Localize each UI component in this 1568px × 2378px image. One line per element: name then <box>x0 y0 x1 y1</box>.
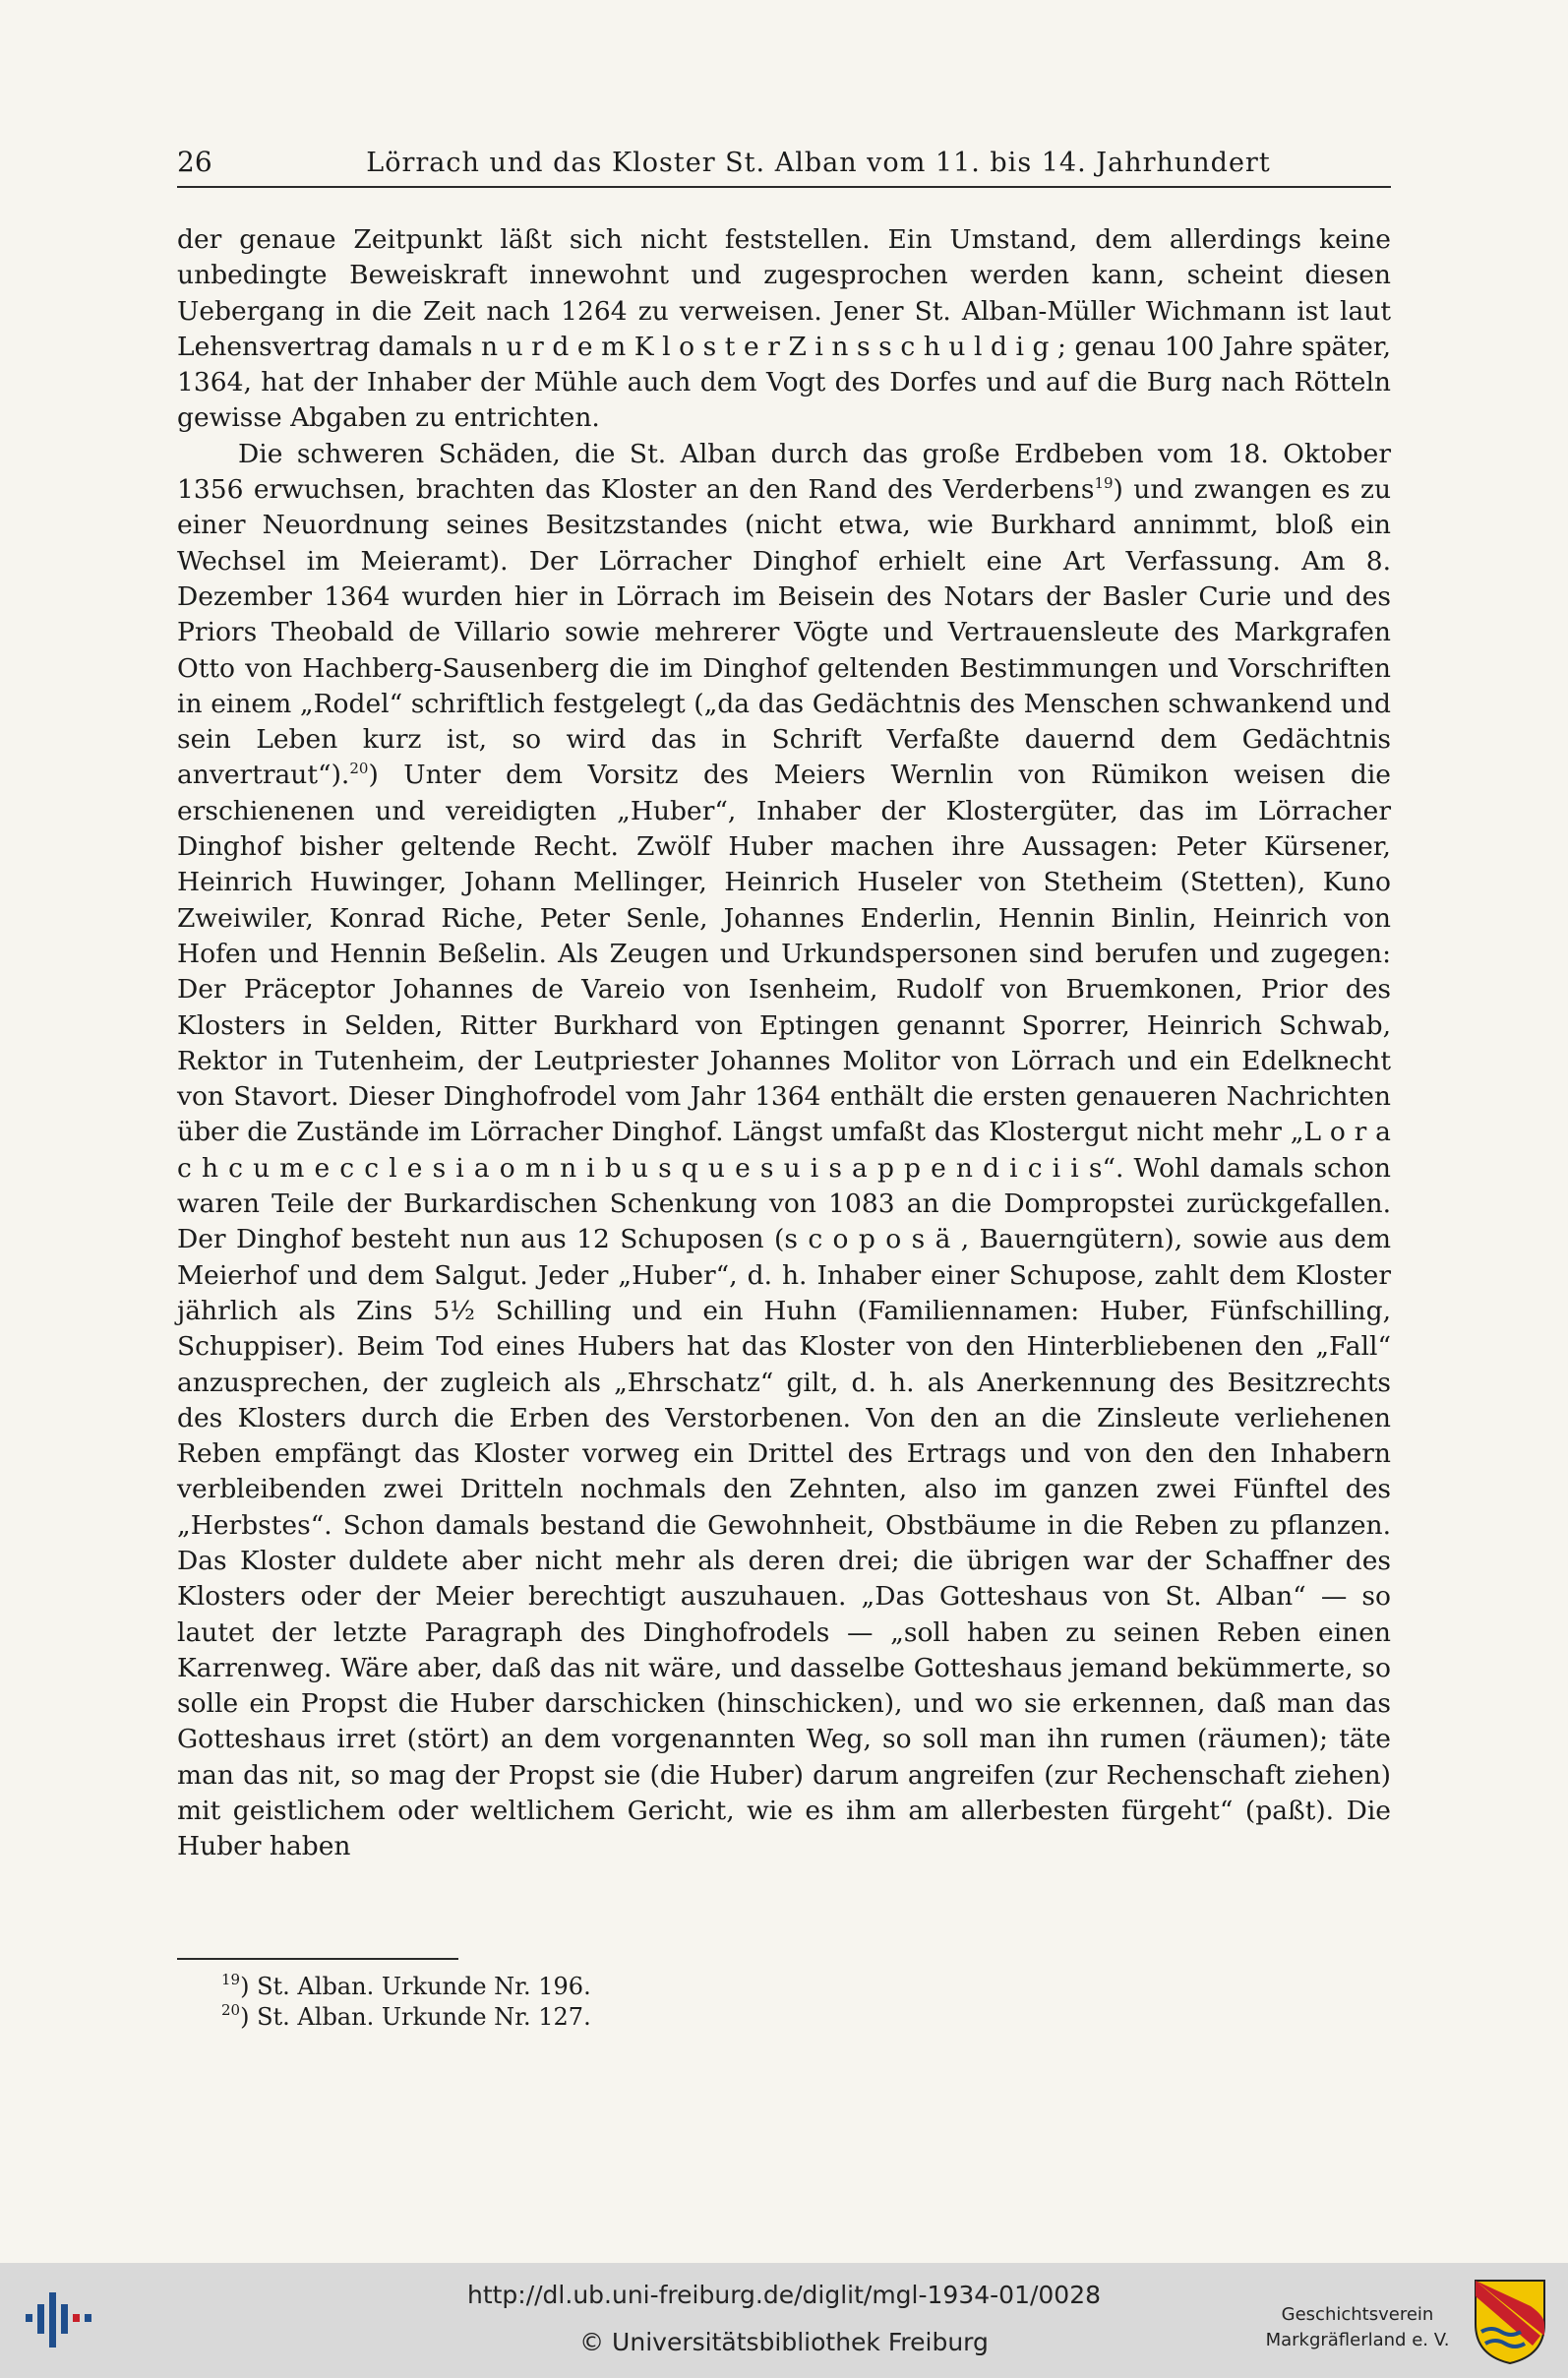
page-header-title: Lörrach und das Kloster St. Alban vom 11. bis 14. Jahrhundert <box>366 148 1271 178</box>
footnote-ref-19: 19 <box>1094 474 1114 493</box>
copyright-notice: © Universitätsbibliothek Freiburg <box>579 2328 989 2356</box>
paragraph-2 <box>177 437 1391 1865</box>
footnote-text: ) St. Alban. Urkunde Nr. 196. <box>240 1973 591 2000</box>
footer-bar <box>0 2263 1568 2378</box>
footnote-separator <box>177 1958 458 1960</box>
coat-of-arms-icon <box>1472 2277 1548 2367</box>
footnote-ref-20: 20 <box>349 760 369 778</box>
footnote-text: ) St. Alban. Urkunde Nr. 127. <box>240 2003 591 2031</box>
society-name-line-2: Markgräflerland e. V. <box>1265 2330 1450 2350</box>
footnote-20 <box>221 2002 1107 2033</box>
footnote-mark: 19 <box>221 1971 241 1988</box>
running-head <box>177 141 1391 188</box>
footnote-19 <box>221 1972 1107 2002</box>
body-text <box>177 222 1391 1865</box>
paragraph-2-part-b: ) und zwangen es zu einer Neuordnung seines Besitzstandes (nicht etwa, wie Burkhard annimmt, bloß ein Wechsel im Meieramt). Der Lörracher Dinghof erhielt eine Art Verfassung. Am 8. Dezember 1364 wurden hier in Lörrach im Beisein des Notars der Basler Curie und des Priors Theobald de Villario sowie mehrerer Vögte und Vertrauensleute des Markgrafen Otto von Hachberg-Sausenberg die im Dinghof geltenden Bestimmungen und Vorschriften in einem „Rodel“ schriftlich festgelegt („da das Gedächtnis des Menschen schwankend und sein Leben kurz ist, so wird das in Schrift Verfaßte dauernd dem Gedächtnis anvertraut“). <box>177 474 1392 791</box>
paragraph-1: der genaue Zeitpunkt läßt sich nicht feststellen. Ein Umstand, dem allerdings keine unbedingte Beweiskraft innewohnt und zugesprochen werden kann, scheint diesen Uebergang in die Zeit nach 1264 zu verweisen. Jener St. Alban-Müller Wichmann ist laut Lehensvertrag damals n u r d e m K l o s t e r Z i n s s c h u l d i g ; genau 100 Jahre später, 1364, hat der Inhaber der Mühle auch dem Vogt des Dorfes und auf die Burg nach Rötteln gewisse Abgaben zu entrichten. <box>177 224 1391 434</box>
paragraph-2-part-a: Die schweren Schäden, die St. Alban durch das große Erdbeben vom 18. Oktober 1356 erwuchsen, brachten das Kloster an den Rand des Verderbens <box>177 438 1391 506</box>
paragraph-2-part-c: ) Unter dem Vorsitz des Meiers Wernlin von Rümikon weisen die erschienenen und vereidigten „Huber“, Inhaber der Klostergüter, das im Lörracher Dinghof bisher geltende Recht. Zwölf Huber machen ihre Aussagen: Peter Kürsener, Heinrich Huwinger, Johann Mellinger, Heinrich Huseler von Stetheim (Stetten), Kuno Zweiwiler, Konrad Riche, Peter Senle, Johannes Enderlin, Hennin Binlin, Heinrich von Hofen und Hennin Beßelin. Als Zeugen und Urkundspersonen sind berufen und zugegen: Der Präceptor Johannes de Vareio von Isenheim, Rudolf von Bruemkonen, Prior des Klosters in Selden, Ritter Burkhard von Eptingen genannt Sporrer, Heinrich Schwab, Rektor in Tutenheim, der Leutpriester Johannes Molitor von Lörrach und ein Edelknecht von Stavort. Dieser Dinghofrodel vom Jahr 1364 enthält die ersten genaueren Nachrichten über die Zustände im Lörracher Dinghof. Längst umfaßt das Klostergut nicht mehr „L o r a c h c u m e c c l e s i a o m n i b u s q u e s u i s a p p e n d i c i i s“. Wohl damals schon waren Teile der Burkardischen Schenkung von 1083 an die Dompropstei zurückgefallen. Der Dinghof besteht nun aus 12 Schuposen (s c o p o s ä , Bauerngütern), sowie aus dem Meierhof und dem Salgut. Jeder „Huber“, d. h. Inhaber einer Schupose, zahlt dem Kloster jährlich als Zins 5½ Schilling und ein Huhn (Familiennamen: Huber, Fünfschilling, Schuppiser). Beim Tod eines Hubers hat das Kloster von den Hinterbliebenen den „Fall“ anzusprechen, der zugleich als „Ehrschatz“ gilt, d. h. als Anerkennung des Besitzrechts des Klosters durch die Erben des Verstorbenen. Von den an die Zinsleute verliehenen Reben empfängt das Kloster vorweg ein Drittel des Ertrags und von den den Inhabern verbleibenden zwei Dritteln nochmals den Zehnten, also im ganzen zwei Fünftel des „Herbstes“. Schon damals bestand die Gewohnheit, Obstbäume in die Reben zu pflanzen. Das Kloster duldete aber nicht mehr als deren drei; die übrigen war der Schaffner des Klosters oder der Meier berechtigt auszuhauen. „Das Gotteshaus von St. Alban“ — so lautet der letzte Paragraph des Dinghofrodels — „soll haben zu seinen Reben einen Karrenweg. Wäre aber, daß das nit wäre, und dasselbe Gotteshaus jemand bekümmerte, so solle ein Propst die Huber darschicken (hinschicken), und wo sie erkennen, daß man das Gotteshaus irret (stört) an dem vorgenannten Weg, so soll man ihn rumen (räumen); täte man das nit, so mag der Propst sie (die Huber) darum angreifen (zur Rechenschaft ziehen) mit geistlichem oder weltlichem Gericht, wie es ihm am allerbesten fürgeht“ (paßt). Die Huber haben <box>177 760 1391 1862</box>
society-name <box>1244 2302 1471 2353</box>
society-name-line-1: Geschichtsverein <box>1281 2304 1434 2325</box>
permalink-url[interactable]: http://dl.ub.uni-freiburg.de/diglit/mgl-1934-01/0028 <box>466 2281 1102 2309</box>
footnote-mark: 20 <box>221 2001 241 2019</box>
page-number: 26 <box>177 146 212 178</box>
footnotes <box>221 1972 1107 2033</box>
